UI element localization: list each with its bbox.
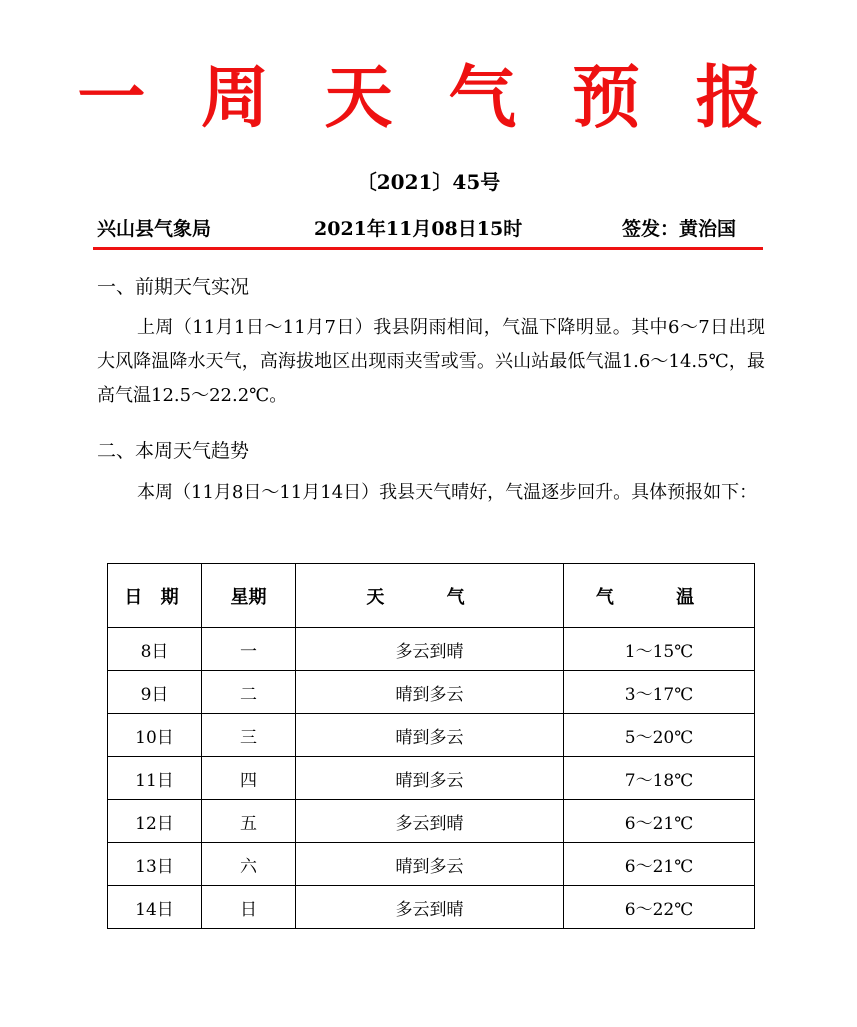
cell-weather: 晴到多云 [296, 671, 564, 714]
red-divider [93, 247, 763, 250]
cell-temperature: 6～21℃ [564, 800, 755, 843]
cell-weekday: 二 [202, 671, 296, 714]
issuing-agency: 兴山县气象局 [97, 218, 212, 240]
cell-date: 13日 [108, 843, 202, 886]
cell-weekday: 一 [202, 628, 296, 671]
cell-weekday: 六 [202, 843, 296, 886]
section-text-trend: 本周（11月8日～11月14日）我县天气晴好，气温逐步回升。具体预报如下： [137, 482, 758, 503]
cell-weekday: 四 [202, 757, 296, 800]
cell-weather: 多云到晴 [296, 628, 564, 671]
table-row [108, 757, 755, 800]
cell-temperature: 7～18℃ [564, 757, 755, 800]
forecast-table [107, 563, 755, 929]
cell-weather: 晴到多云 [296, 757, 564, 800]
section-heading-trend: 二、本周天气趋势 [97, 440, 250, 462]
table-row [108, 800, 755, 843]
cell-weather: 多云到晴 [296, 800, 564, 843]
cell-temperature: 3～17℃ [564, 671, 755, 714]
issue-number: 〔2021〕45号 [356, 170, 501, 194]
cell-weekday: 日 [202, 886, 296, 929]
header-weather: 天 气 [296, 564, 564, 628]
header-temperature: 气 温 [564, 564, 755, 628]
cell-weather: 多云到晴 [296, 886, 564, 929]
cell-weather: 晴到多云 [296, 714, 564, 757]
cell-weekday: 三 [202, 714, 296, 757]
cell-temperature: 6～22℃ [564, 886, 755, 929]
cell-date: 9日 [108, 671, 202, 714]
section-heading-past: 一、前期天气实况 [97, 276, 250, 298]
cell-temperature: 1～15℃ [564, 628, 755, 671]
cell-date: 14日 [108, 886, 202, 929]
table-row [108, 886, 755, 929]
cell-date: 12日 [108, 800, 202, 843]
table-row [108, 671, 755, 714]
table-row [108, 843, 755, 886]
header-date: 日 期 [108, 564, 202, 628]
cell-weather: 晴到多云 [296, 843, 564, 886]
cell-weekday: 五 [202, 800, 296, 843]
cell-date: 11日 [108, 757, 202, 800]
signer: 签发：黄治国 [622, 218, 737, 240]
table-row [108, 628, 755, 671]
cell-temperature: 5～20℃ [564, 714, 755, 757]
document-title: 一 周 天 气 预 报 [77, 58, 780, 138]
issue-time: 2021年11月08日15时 [314, 218, 523, 240]
cell-temperature: 6～21℃ [564, 843, 755, 886]
table-row [108, 714, 755, 757]
table-header-row [108, 564, 755, 628]
section-text-past: 上周（11月1日～11月7日）我县阴雨相间，气温下降明显。其中6～7日出现大风降温降水天气，高海拔地区出现雨夹雪或雪。兴山站最低气温1.6～14.5℃，最高气温12.5～22.2℃。 [97, 317, 765, 406]
cell-date: 8日 [108, 628, 202, 671]
cell-date: 10日 [108, 714, 202, 757]
header-weekday: 星期 [202, 564, 296, 628]
